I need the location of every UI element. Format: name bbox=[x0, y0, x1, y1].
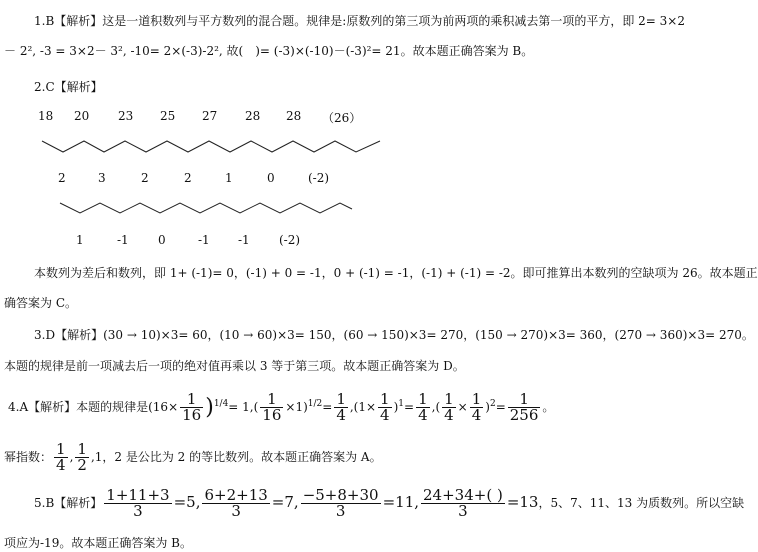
fraction: $\frac{1}{16}$ bbox=[262, 390, 282, 424]
q2-explanation-line-1: 本数列为差后和数列，即 1+ (-1)= 0，(-1) + 0 = -1，0 + (-1) = -1，(-1) + (-1) = -2。即可推算出本数列的空缺项为 26。故本题正 bbox=[34, 266, 758, 280]
fraction: $\frac{1}{256}$ bbox=[509, 390, 539, 424]
sequence-number: 20 bbox=[74, 109, 90, 123]
difference-number: 3 bbox=[98, 171, 106, 185]
sequence-number: 28 bbox=[245, 109, 261, 123]
fraction: $\frac{1}{4}$ bbox=[418, 390, 428, 424]
difference-number: 1 bbox=[225, 171, 233, 185]
fraction: $\frac{1}{16}$ bbox=[182, 390, 202, 424]
difference-number: 2 bbox=[58, 171, 66, 185]
q1-line-2: － 2², -3 = 3×2－ 3², -10= 2×(-3)-2², 故( )= (-3)×(-10)－(-3)²= 21。故本题正确答案为 B。 bbox=[4, 44, 534, 58]
fraction: $\frac{24+34+( )}{3}$ bbox=[423, 486, 503, 520]
fraction: $\frac{1}{4}$ bbox=[444, 390, 454, 424]
sequence-number: 18 bbox=[38, 109, 54, 123]
exponent-label: 幂指数： bbox=[4, 450, 53, 464]
q5-line-2: 项应为-19。故本题正确答案为 B。 bbox=[4, 536, 192, 550]
second-difference-number: (-2) bbox=[279, 233, 301, 247]
q3-line-1: 3.D【解析】(30 → 10)×3= 60，(10 → 60)×3= 150，(60 → 150)×3= 270，(150 → 270)×3= 360，(270 → 360)×3= 270。 bbox=[34, 328, 754, 342]
q2-header: 2.C【解析】 bbox=[34, 80, 103, 94]
sequence-number: 25 bbox=[160, 109, 176, 123]
q5-prefix: 5.B【解析】 bbox=[34, 496, 103, 510]
second-difference-number: 1 bbox=[76, 233, 84, 247]
sequence-number: 28 bbox=[286, 109, 302, 123]
q2-explanation-line-2: 确答案为 C。 bbox=[4, 296, 77, 310]
q4-formula-line: 4.A【解析】本题的规律是(16× $\frac{1}{16}$ )$^{1/4}$= 1,( $\frac{1}{16}$ ×1)$^{1/2}$= $\frac{1}{4}$ ,(1× $\frac{1}{4}$ )$^1$= $\frac{1}{4}$ ,( $\frac{1}{4}$ × $\frac{1}{4}$ )$^2$= $\frac{1}{256}$ 。 bbox=[8, 390, 555, 424]
fraction: $\frac{-5+8+30}{3}$ bbox=[302, 486, 379, 520]
difference-number: (-2) bbox=[308, 171, 330, 185]
exponent: 1/2 bbox=[307, 399, 323, 409]
q5-formula-line: 5.B【解析】 $\frac{1+11+3}{3}$ =5, $\frac{6+2+13}{3}$ =7, $\frac{-5+8+30}{3}$ =11, $\frac{24+34+( )}{3}$ =13，5、7、11、13 为质数列。所以空缺 bbox=[34, 486, 745, 520]
exponent: 1 bbox=[398, 399, 405, 409]
q4-exponent-line: 幂指数： $\frac{1}{4}$ , $\frac{1}{2}$ ,1，2 是公比为 2 的等比数列。故本题正确答案为 A。 bbox=[4, 440, 382, 474]
fraction: $\frac{1}{4}$ bbox=[380, 390, 390, 424]
second-difference-number: 0 bbox=[158, 233, 166, 247]
difference-number: 2 bbox=[184, 171, 192, 185]
exponent: 1/4 bbox=[213, 399, 229, 409]
sequence-number: 27 bbox=[202, 109, 218, 123]
exponent: 2 bbox=[489, 399, 496, 409]
sequence-number: 23 bbox=[118, 109, 134, 123]
second-difference-number: -1 bbox=[198, 233, 210, 247]
second-difference-number: -1 bbox=[117, 233, 129, 247]
close-paren-symbol: ) bbox=[205, 395, 214, 420]
fraction: $\frac{1}{4}$ bbox=[56, 440, 66, 474]
fraction: $\frac{6+2+13}{3}$ bbox=[204, 486, 268, 520]
q3-line-2: 本题的规律是前一项减去后一项的绝对值再乘以 3 等于第三项。故本题正确答案为 D。 bbox=[4, 359, 465, 373]
q4-prefix: 4.A【解析】本题的规律是(16× bbox=[8, 400, 179, 414]
fraction: $\frac{1+11+3}{3}$ bbox=[106, 486, 170, 520]
fraction: $\frac{1}{2}$ bbox=[77, 440, 87, 474]
second-difference-number: -1 bbox=[238, 233, 250, 247]
sequence-number-answer: （26） bbox=[322, 111, 362, 125]
fraction: $\frac{1}{4}$ bbox=[336, 390, 346, 424]
q1-line-1: 1.B【解析】这是一道积数列与平方数列的混合题。规律是:原数列的第三项为前两项的乘积减去第一项的平方，即 2= 3×2 bbox=[34, 14, 685, 28]
difference-number: 0 bbox=[267, 171, 275, 185]
fraction: $\frac{1}{4}$ bbox=[471, 390, 482, 424]
difference-number: 2 bbox=[141, 171, 149, 185]
